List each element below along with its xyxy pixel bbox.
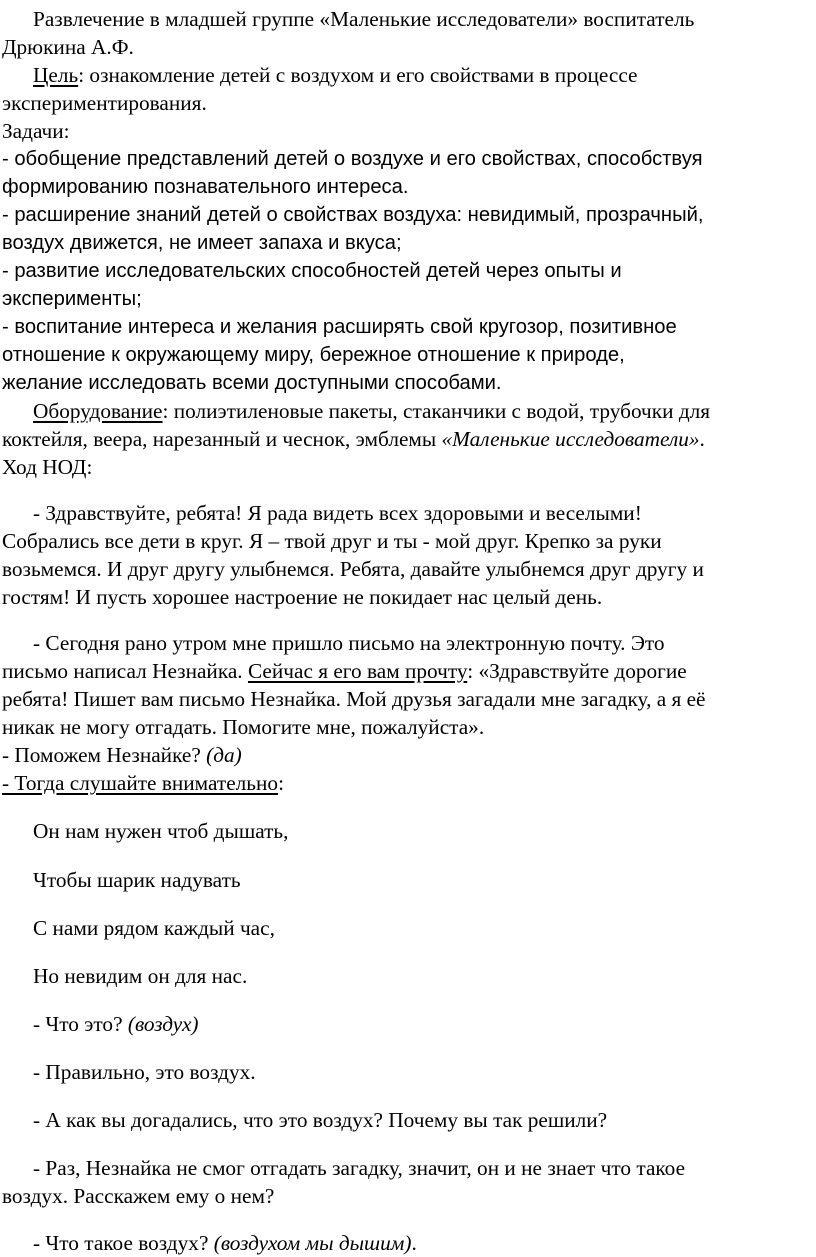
task-line: - расширение знаний детей о свойствах воздуха: невидимый, прозрачный, (2, 204, 704, 226)
task-line: формированию познавательного интереса. (2, 176, 409, 198)
help-question-text: - Поможем Незнайке? (2, 743, 207, 767)
task-line: - развитие исследовательских способностей детей через опыты и (2, 260, 622, 282)
task-line: желание исследовать всеми доступными способами. (2, 372, 502, 394)
task-line: воздух движется, не имеет запаха и вкуса; (2, 232, 402, 254)
greeting-line: - Здравствуйте, ребята! Я рада видеть всех здоровыми и веселыми! (33, 501, 642, 525)
equipment-end: . (699, 427, 705, 451)
riddle-line: Он нам нужен чтоб дышать, (33, 819, 289, 843)
listen-end: : (278, 771, 284, 795)
tell-line-1: - Раз, Незнайка не смог отгадать загадку, значит, он и не знает что такое (33, 1156, 686, 1180)
whatis-question (33, 1229, 417, 1257)
letter-line-1: - Сегодня рано утром мне пришло письмо на электронную почту. Это (33, 631, 665, 655)
emblem-name: «Маленькие исследователи» (441, 427, 700, 451)
whatis-question-text: - Что такое воздух? (33, 1231, 214, 1255)
greeting-line: Собрались все дети в круг. Я – твой друг и ты - мой друг. Крепко за руки (2, 529, 662, 553)
tasks-label: Задачи: (2, 119, 70, 143)
listen-line (2, 769, 284, 797)
letter-line-2 (2, 657, 687, 685)
task-line: отношение к окружающему миру, бережное отношение к природе, (2, 344, 625, 366)
help-answer: (да) (206, 743, 242, 767)
letter-quote-start: : «Здравствуйте дорогие (467, 659, 687, 683)
goal-text: : ознакомление детей с воздухом и его свойствами в процессе (78, 63, 638, 87)
letter-text: письмо написал Незнайка. (2, 659, 248, 683)
tell-line-2: воздух. Расскажем ему о нем? (2, 1184, 275, 1208)
title-line-1: Развлечение в младшей группе «Маленькие исследователи» воспитатель (33, 7, 695, 31)
riddle-line: С нами рядом каждый час, (33, 916, 275, 940)
equipment-text-2: коктейля, веера, нарезанный и чеснок, эмблемы (2, 427, 442, 451)
listen-text: - Тогда слушайте внимательно (2, 771, 279, 795)
task-line: - воспитание интереса и желания расширять свой кругозор, позитивное (2, 316, 677, 338)
greeting-line: гостям! И пусть хорошее настроение не покидает нас целый день. (2, 585, 603, 609)
equipment-line-2 (2, 425, 705, 453)
title-line-2: Дрюкина А.Ф. (2, 35, 134, 59)
letter-line-3: ребята! Пишет вам письмо Незнайка. Мой друзья загадали мне загадку, а я её (2, 687, 706, 711)
right-line: - Правильно, это воздух. (33, 1060, 256, 1084)
task-line: - обобщение представлений детей о воздухе и его свойствах, способствуя (2, 148, 703, 170)
read-phrase: Сейчас я его вам прочту (247, 659, 468, 683)
riddle-line: Чтобы шарик надувать (33, 868, 241, 892)
equipment-label: Оборудование (33, 399, 163, 423)
course-heading: Ход НОД: (2, 455, 93, 479)
task-line: эксперименты; (2, 288, 142, 310)
letter-line-4: никак не могу отгадать. Помогите мне, пожалуйста». (2, 715, 485, 739)
what-question-text: - Что это? (33, 1012, 128, 1036)
help-question (2, 741, 242, 769)
what-question (33, 1010, 199, 1038)
whatis-end: . (411, 1231, 417, 1255)
goal-label: Цель (33, 63, 79, 87)
equipment-line-1 (33, 397, 710, 425)
equipment-text: : полиэтиленовые пакеты, стаканчики с водой, трубочки для (162, 399, 711, 423)
whatis-answer: (воздухом мы дышим) (213, 1231, 412, 1255)
what-answer: (воздух) (127, 1012, 199, 1036)
goal-line-2: экспериментирования. (2, 91, 207, 115)
greeting-line: возьмемся. И друг другу улыбнемся. Ребята, давайте улыбнемся друг другу и (2, 557, 704, 581)
riddle-line: Но невидим он для нас. (33, 964, 248, 988)
goal-line-1 (33, 61, 638, 89)
how-guess-line: - А как вы догадались, что это воздух? Почему вы так решили? (33, 1108, 608, 1132)
